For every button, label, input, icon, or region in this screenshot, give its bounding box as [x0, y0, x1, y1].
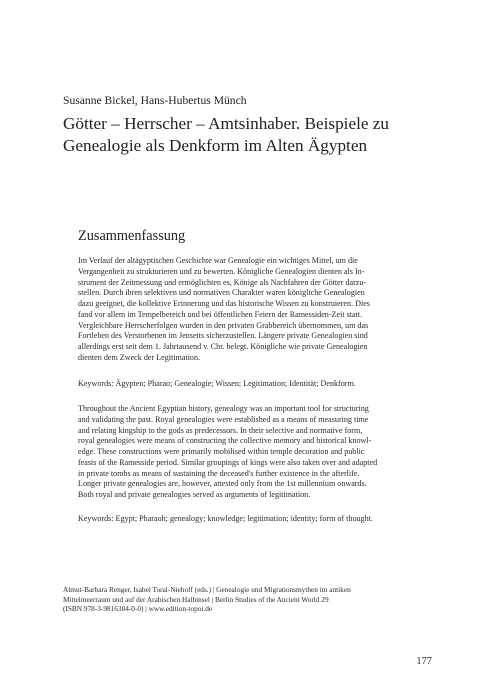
english-abstract [78, 404, 422, 501]
text-line: stellen. Durch ihren selektiven und normativen Charakter waren königliche Genealogien [78, 288, 365, 298]
authors: Susanne Bickel, Hans-Hubertus Münch [63, 94, 247, 107]
footer-line: Almut-Barbara Renger, Isabel Toral-Niehoff (eds.) | Genealogie und Migrationsmythen im antiken [63, 585, 351, 594]
publication-footer [63, 585, 443, 614]
text-line: fand vor allem im Tempelbereich und bei öffentlichen Feiern der Ramessiden-Zeit statt. [78, 309, 363, 319]
article-title [63, 113, 423, 156]
page-number: 177 [416, 656, 432, 667]
german-abstract [78, 256, 422, 364]
text-line: edge. These constructions were primarily mobilised within temple decoration and public [78, 447, 365, 456]
text-line: in private tombs as means of sustaining the deceased's further existence in the afterlife. [78, 468, 360, 478]
text-line: dazu geeignet, die kollektive Erinnerung und das historische Wissen zu konstruieren. Dies [78, 299, 370, 308]
text-line: and relating kingship to the gods as predecessors. In their selective and normative form, [78, 425, 363, 435]
text-line: strument der Zeitmessung und ermöglichten es, Könige als Nachfahren der Götter darzu- [78, 277, 367, 287]
footer-line: Mittelmeerraum und auf der Arabischen Halbinsel | Berlin Studies of the Ancient World 29 [63, 594, 329, 604]
text-line: Vergangenheit zu strukturieren und zu bewerten. Königliche Genealogien dienten als In- [78, 266, 365, 276]
text-line: Fortleben des Verstorbenen im Jenseits sicherzustellen. Längere private Genealogien sind [78, 331, 368, 341]
text-line: Longer private genealogies are, however, attested only from the 1st millennium onwards. [78, 479, 367, 489]
text-line: Vergleichbare Herrscherfolgen wurden in den privaten Grabbereich übernommen, um das [78, 320, 369, 330]
text-line: feasts of the Ramesside period. Similar groupings of kings were also taken over and adapted [78, 457, 378, 467]
english-keywords: Keywords: Egypt; Pharaoh; genealogy; knowledge; legitimation; identity; form of thought. [78, 514, 373, 523]
text-line: allerdings erst seit dem 1. Jahrtausend v. Chr. belegt. Königliche wie private Genealogien [78, 342, 368, 351]
text-line: Im Verlauf der altägyptischen Geschichte war Genealogie ein wichtiges Mittel, um die [78, 256, 358, 265]
text-line: Throughout the Ancient Egyptian history, genealogy was an important tool for structuring [78, 404, 369, 413]
text-line: royal genealogies were means of constructing the collective memory and historical knowl- [78, 436, 372, 446]
german-keywords: Keywords: Ägypten; Pharao; Genealogie; Wissen; Legitimation; Identität; Denkform. [78, 379, 356, 388]
footer-line: (ISBN 978-3-9816384-0-0) | www.edition-topoi.de [63, 604, 213, 614]
text-line: dienten dem Zweck der Legitimation. [78, 352, 201, 362]
abstract-heading: Zusammenfassung [78, 228, 186, 244]
text-line: and validating the past. Royal genealogies were established as a means of measuring time [78, 414, 369, 424]
title-line: Götter – Herrscher – Amtsinhaber. Beispiele zu [63, 114, 389, 133]
title-line: Genealogie als Denkform im Alten Ägypten [63, 135, 368, 155]
text-line: Both royal and private genealogies served as arguments of legitimation. [78, 490, 311, 499]
